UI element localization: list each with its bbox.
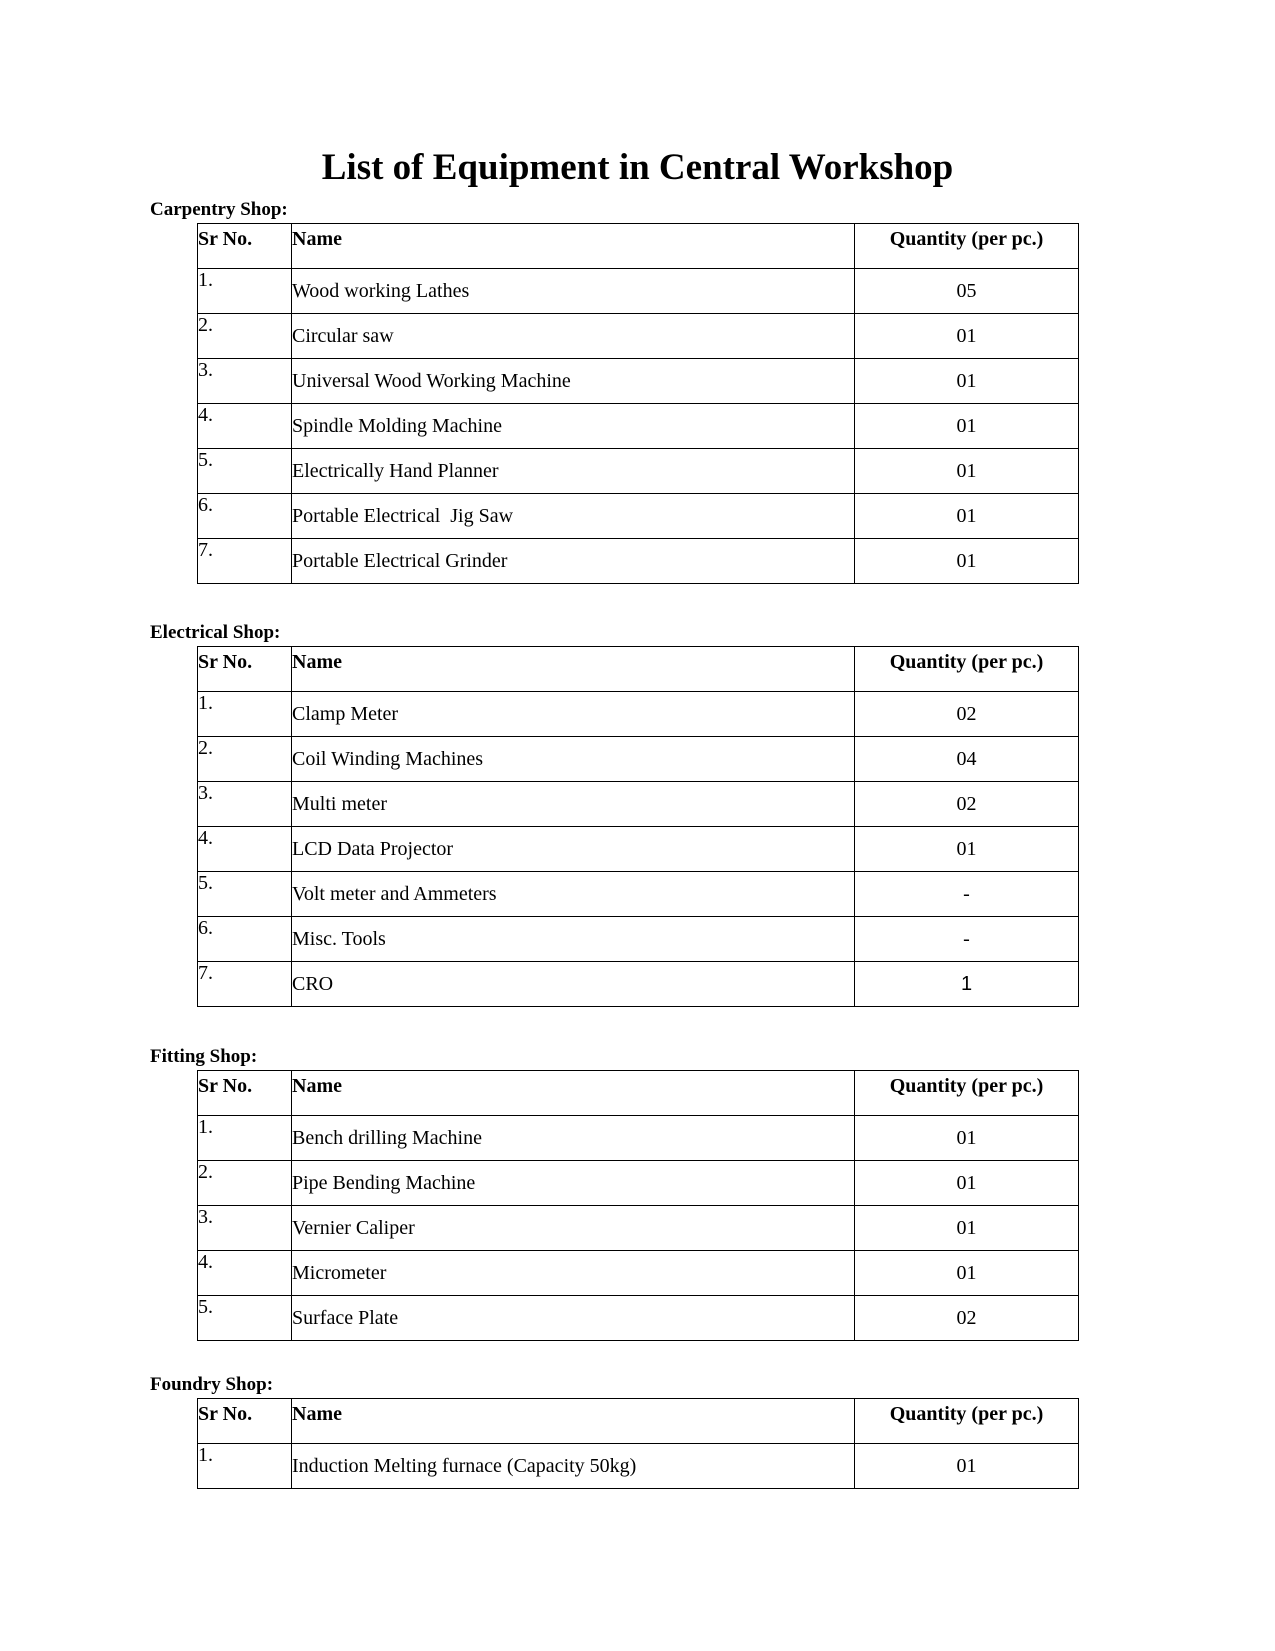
column-header-quantity: Quantity (per pc.)	[855, 1399, 1079, 1444]
table-header-row	[198, 1071, 1079, 1116]
table-row	[198, 1161, 1079, 1206]
table-row	[198, 1206, 1079, 1251]
column-header-quantity: Quantity (per pc.)	[855, 1071, 1079, 1116]
sr-no-cell: 5.	[198, 449, 292, 494]
quantity-cell: 1	[855, 962, 1079, 1007]
quantity-cell: 01	[855, 1116, 1079, 1161]
sr-no-cell: 1.	[198, 269, 292, 314]
quantity-cell: 01	[855, 1206, 1079, 1251]
page-title: List of Equipment in Central Workshop	[321, 147, 954, 188]
quantity-cell: 02	[855, 692, 1079, 737]
table-row	[198, 1251, 1079, 1296]
table-row	[198, 404, 1079, 449]
sr-no-cell: 2.	[198, 314, 292, 359]
table-row	[198, 872, 1079, 917]
table-row	[198, 827, 1079, 872]
quantity-cell: 01	[855, 359, 1079, 404]
column-header-name: Name	[292, 224, 855, 269]
table-row	[198, 692, 1079, 737]
name-cell: Vernier Caliper	[292, 1206, 855, 1251]
quantity-cell: -	[855, 872, 1079, 917]
name-cell: Wood working Lathes	[292, 269, 855, 314]
column-header-quantity: Quantity (per pc.)	[855, 224, 1079, 269]
table-header-row	[198, 1399, 1079, 1444]
sr-no-cell: 6.	[198, 494, 292, 539]
section-heading: Fitting Shop:	[150, 1046, 258, 1067]
equipment-table	[197, 223, 1079, 584]
name-cell: Pipe Bending Machine	[292, 1161, 855, 1206]
name-cell: Induction Melting furnace (Capacity 50kg)	[292, 1444, 855, 1489]
section-heading: Electrical Shop:	[150, 622, 281, 643]
column-header-sr-no: Sr No.	[198, 1071, 292, 1116]
name-cell: LCD Data Projector	[292, 827, 855, 872]
name-cell: Micrometer	[292, 1251, 855, 1296]
sr-no-cell: 3.	[198, 359, 292, 404]
name-cell: Bench drilling Machine	[292, 1116, 855, 1161]
table-row	[198, 314, 1079, 359]
sr-no-cell: 5.	[198, 872, 292, 917]
name-cell: Circular saw	[292, 314, 855, 359]
column-header-name: Name	[292, 1399, 855, 1444]
column-header-sr-no: Sr No.	[198, 224, 292, 269]
name-cell: Universal Wood Working Machine	[292, 359, 855, 404]
quantity-cell: 05	[855, 269, 1079, 314]
name-cell: Misc. Tools	[292, 917, 855, 962]
name-cell: Surface Plate	[292, 1296, 855, 1341]
table-header-row	[198, 224, 1079, 269]
quantity-cell: 01	[855, 1444, 1079, 1489]
name-cell: Spindle Molding Machine	[292, 404, 855, 449]
quantity-cell: -	[855, 917, 1079, 962]
section-heading: Carpentry Shop:	[150, 199, 288, 220]
quantity-cell: 01	[855, 449, 1079, 494]
quantity-cell: 01	[855, 827, 1079, 872]
table-row	[198, 962, 1079, 1007]
name-cell: Clamp Meter	[292, 692, 855, 737]
sr-no-cell: 4.	[198, 404, 292, 449]
column-header-sr-no: Sr No.	[198, 1399, 292, 1444]
name-cell: Electrically Hand Planner	[292, 449, 855, 494]
table-row	[198, 782, 1079, 827]
equipment-table	[197, 646, 1079, 1007]
sr-no-cell: 4.	[198, 1251, 292, 1296]
column-header-sr-no: Sr No.	[198, 647, 292, 692]
quantity-cell: 01	[855, 494, 1079, 539]
table-row	[198, 737, 1079, 782]
sr-no-cell: 1.	[198, 1116, 292, 1161]
sr-no-cell: 5.	[198, 1296, 292, 1341]
column-header-quantity: Quantity (per pc.)	[855, 647, 1079, 692]
equipment-table	[197, 1398, 1079, 1489]
equipment-table	[197, 1070, 1079, 1341]
table-row	[198, 917, 1079, 962]
quantity-cell: 01	[855, 1161, 1079, 1206]
sr-no-cell: 7.	[198, 539, 292, 584]
name-cell: Volt meter and Ammeters	[292, 872, 855, 917]
table-row	[198, 494, 1079, 539]
table-row	[198, 1444, 1079, 1489]
sr-no-cell: 6.	[198, 917, 292, 962]
name-cell: Portable Electrical Jig Saw	[292, 494, 855, 539]
column-header-name: Name	[292, 647, 855, 692]
quantity-cell: 04	[855, 737, 1079, 782]
column-header-name: Name	[292, 1071, 855, 1116]
table-row	[198, 449, 1079, 494]
sr-no-cell: 1.	[198, 692, 292, 737]
sr-no-cell: 3.	[198, 1206, 292, 1251]
table-row	[198, 269, 1079, 314]
name-cell: Multi meter	[292, 782, 855, 827]
name-cell: CRO	[292, 962, 855, 1007]
sr-no-cell: 4.	[198, 827, 292, 872]
quantity-cell: 01	[855, 539, 1079, 584]
sr-no-cell: 7.	[198, 962, 292, 1007]
table-header-row	[198, 647, 1079, 692]
quantity-cell: 01	[855, 314, 1079, 359]
sr-no-cell: 2.	[198, 737, 292, 782]
quantity-cell: 01	[855, 404, 1079, 449]
sr-no-cell: 3.	[198, 782, 292, 827]
table-row	[198, 539, 1079, 584]
section-heading: Foundry Shop:	[150, 1374, 274, 1395]
quantity-cell: 01	[855, 1251, 1079, 1296]
quantity-cell: 02	[855, 782, 1079, 827]
quantity-cell: 02	[855, 1296, 1079, 1341]
sr-no-cell: 1.	[198, 1444, 292, 1489]
table-row	[198, 359, 1079, 404]
name-cell: Portable Electrical Grinder	[292, 539, 855, 584]
table-row	[198, 1296, 1079, 1341]
name-cell: Coil Winding Machines	[292, 737, 855, 782]
sr-no-cell: 2.	[198, 1161, 292, 1206]
table-row	[198, 1116, 1079, 1161]
